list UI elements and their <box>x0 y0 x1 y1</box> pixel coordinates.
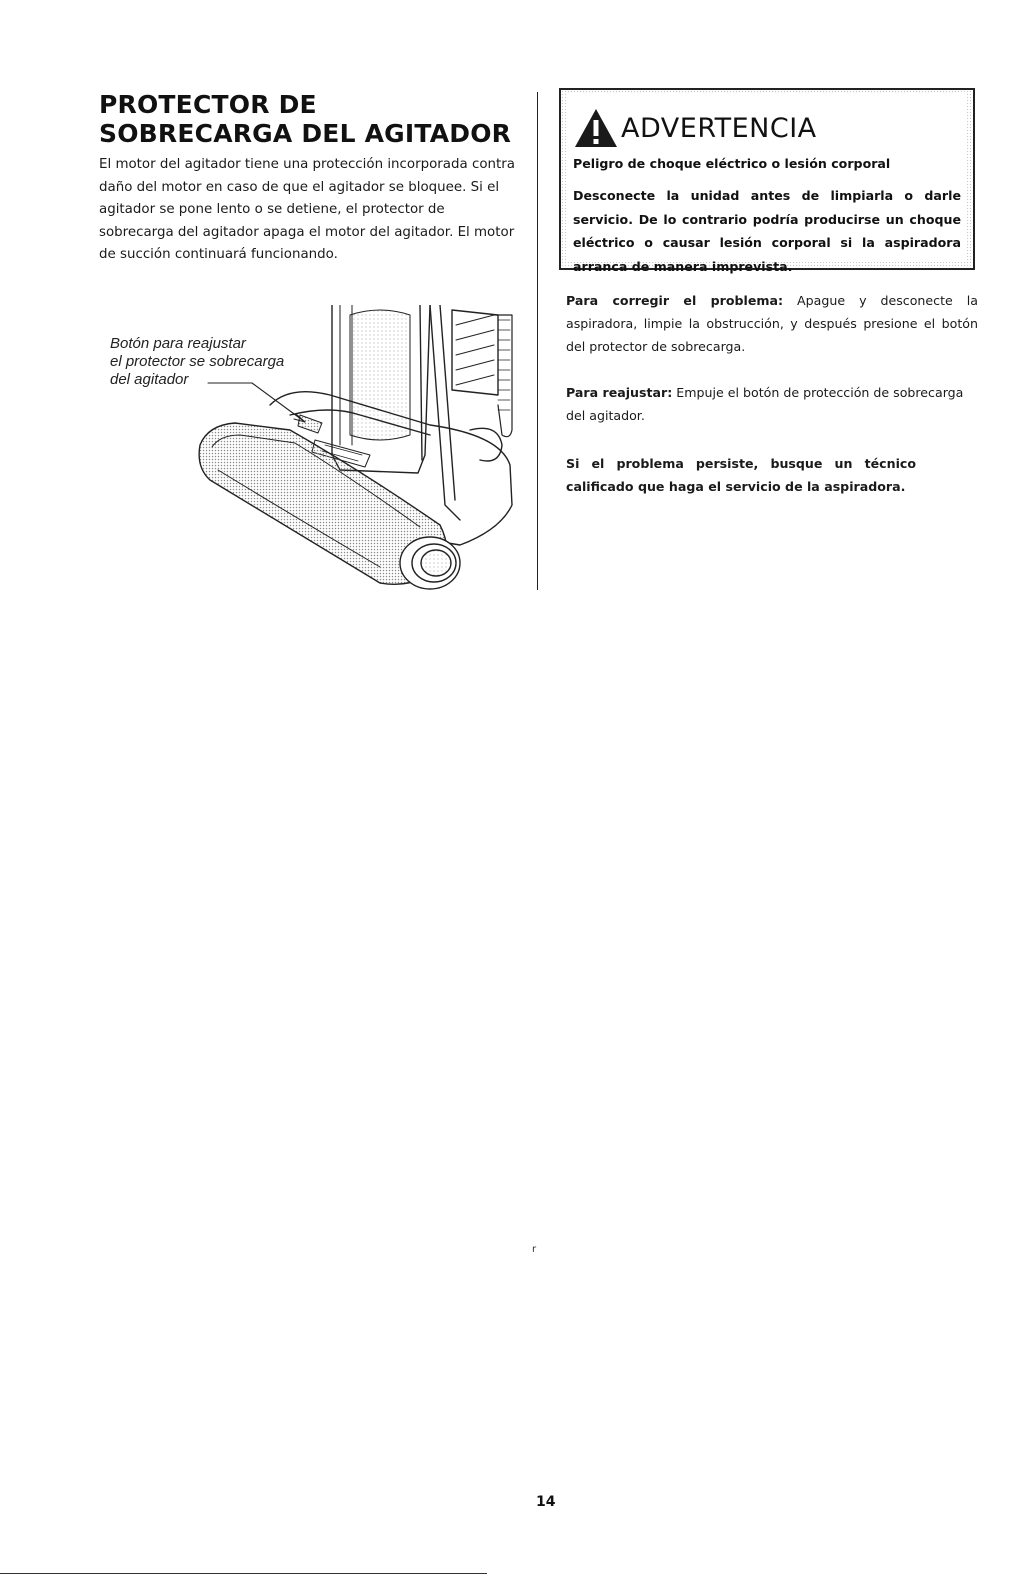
callout-line-3: del agitador <box>110 371 189 388</box>
callout-line-2: el protector se sobrecarga <box>110 353 285 370</box>
fix-label: Para corregir el problema: <box>566 293 784 308</box>
reset-label: Para reajustar: <box>566 385 673 400</box>
warning-panel <box>567 94 967 274</box>
reset-instructions <box>566 381 978 427</box>
figure-callout <box>110 335 340 389</box>
warning-box <box>559 88 975 274</box>
vacuum-illustration <box>100 305 520 595</box>
page-number: 14 <box>536 1494 556 1510</box>
warning-title: ADVERTENCIA <box>621 112 817 144</box>
column-divider <box>537 92 538 590</box>
reset-text: Empuje el botón de protección de sobrecarga del agitador. <box>566 385 964 423</box>
stray-mark: r <box>532 1244 537 1255</box>
warning-header <box>573 106 817 150</box>
fix-instructions <box>566 289 978 358</box>
warning-body: Desconecte la unidad antes de limpiarla o darle servicio. De lo contrario podría producirse un choque eléctrico o causar lesión corporal si la aspiradora arranca de manera imprevista. <box>573 188 961 274</box>
bottom-rule <box>0 1573 487 1574</box>
service-instructions: Si el problema persiste, busque un técnico calificado que haga el servicio de la aspiradora. <box>566 456 916 494</box>
fix-text: Apague y desconecte la aspiradora, limpie la obstrucción, y después presione el botón del protector de sobrecarga. <box>566 293 978 354</box>
intro-paragraph: El motor del agitador tiene una protección incorporada contra daño del motor en caso de que el agitador se bloquee. Si el agitador se pone lento o se detiene, el protector de sobrecarga del agitador apaga el motor del agitador. El motor de succión continuará funcionando. <box>99 157 515 262</box>
warning-hazard: Peligro de choque eléctrico o lesión corporal <box>573 156 891 171</box>
callout-line-1: Botón para reajustar <box>110 335 246 352</box>
page-title: PROTECTOR DE SOBRECARGA DEL AGITADOR <box>99 90 512 148</box>
alert-icon <box>573 107 619 149</box>
